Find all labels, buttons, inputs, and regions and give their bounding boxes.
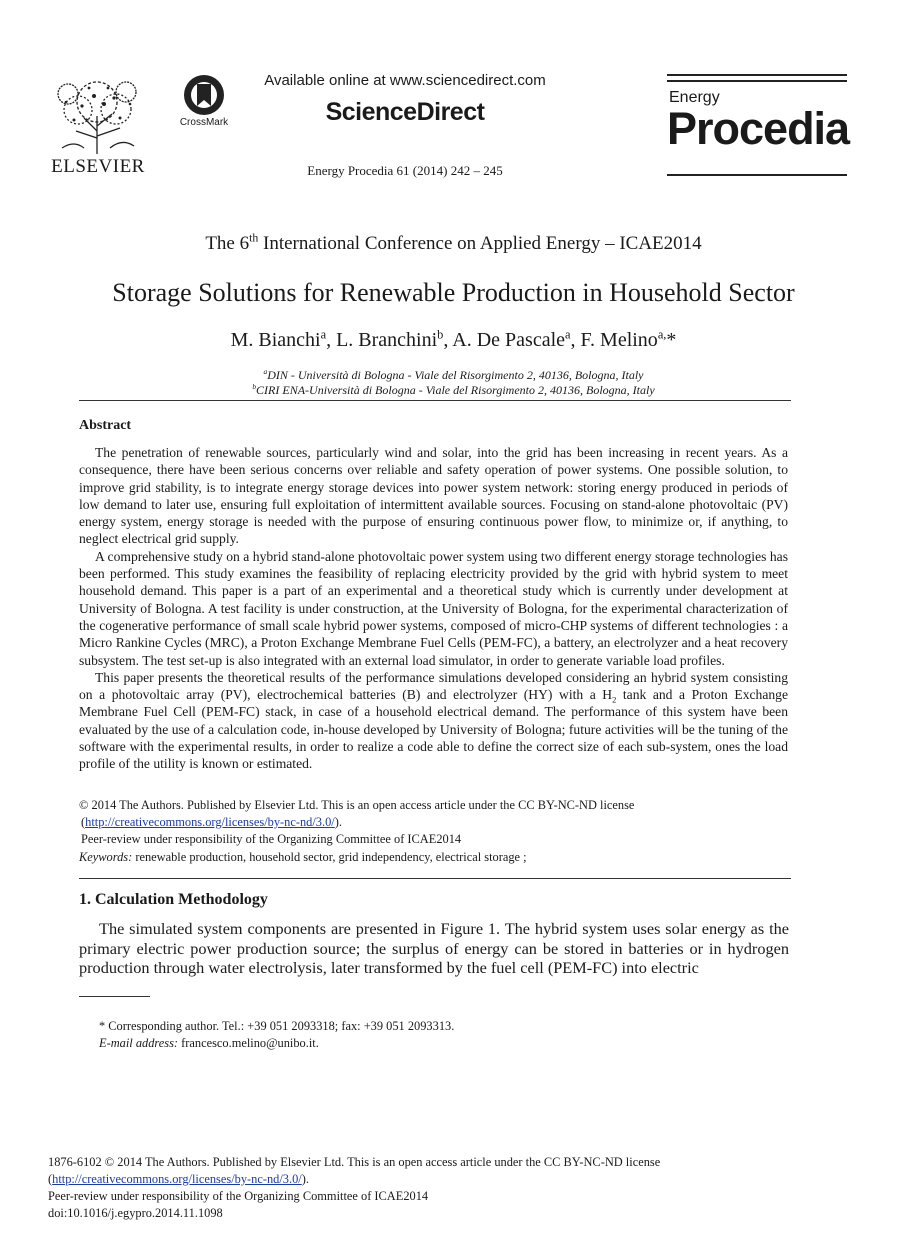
author-list: M. Bianchi$^a$, L. Branchini$^b$, A. De Pascale$^a$, F. Melino$^{a,}$* <box>230 327 677 351</box>
crossmark-icon <box>183 74 225 116</box>
logo-energy-text: Energy <box>669 89 720 106</box>
affiliation: $^a$DIN - Università di Bologna - Viale del Risorgimento 2, 40136, Bologna, Italy <box>263 367 644 382</box>
logo-rule-bottom <box>667 174 847 176</box>
footer-license-link[interactable]: http://creativecommons.org/licenses/by-nc-nd/3.0/ <box>52 1172 302 1186</box>
author: F. Melino <box>580 329 658 351</box>
affiliation: $^b$CIRI ENA-Università di Bologna - Viale del Risorgimento 2, 40136, Bologna, Italy <box>252 382 655 397</box>
paper-title: Storage Solutions for Renewable Production in Household Sector <box>112 278 795 307</box>
journal-reference: Energy Procedia 61 (2014) 242 – 245 <box>307 163 503 178</box>
crossmark-label: CrossMark <box>179 117 229 128</box>
logo-procedia-text: Procedia <box>667 103 850 154</box>
divider <box>79 878 791 879</box>
abstract-paragraph: The penetration of renewable sources, particularly wind and solar, into the grid has been increasing in recent years. As a consequence, there have been serious concerns over reliable and safety operation of power systems. One possible solution, to improve grid stability, is to integrate energy storage devices into power system network: storing energy produced in periods of low demand to later use, ensuring full exploitation of intermittent available sources. Focusing on stand-alone photovoltaic (PV) energy system, energy storage is needed with the purpose of ensuring continuous power flow, to minimize or, if anything, to neglect electrical grid supply. <box>79 445 788 547</box>
peer-review-line: Peer-review under responsibility of the Organizing Committee of ICAE2014 <box>81 832 462 846</box>
abstract-paragraph: This paper presents the theoretical results of the performance simulations developed considering an hybrid system consisting on a photovoltaic array (PV), electrochemical batteries (B) and electrolyzer (HY) with a $H_2$ tank and a Proton Exchange Membrane Fuel Cell (PEM-FC) stack, in case of a household electrical demand. The performance of this system have been evaluated by the use of a calculation code, in-house developed by University of Bologna; future activities will be the tuning of the software with the experimental results, in order to realize a code able to define the correct size of each sub-system, ones the load profile of the utility is known or estimated. <box>79 669 788 772</box>
section-heading: 1. Calculation Methodology <box>79 891 268 908</box>
abstract-paragraph: A comprehensive study on a hybrid stand-alone photovoltaic power system using two different energy storage technologies has been performed. This study examines the feasibility of replacing electricity provided by the grid with hybrid system to meet household demand. This paper is a part of an experimental and a theoretical study which is currently under development at University of Bologna. A test facility is under construction, at the University of Bologna, for the experimental characterization of the cogenerative performance of small scale hybrid power systems, composed of micro-CHP systems of different technologies : a Micro Rankine Cycles (MRC), a Proton Exchange Membrane Fuel Cells (PEM-FC), a battery, an electrolyzer and a heat recovery subsystem. The test set-up is also integrated with an external load simulator, in order to generate variable load profiles. <box>79 548 788 668</box>
publisher-name: ELSEVIER <box>51 156 145 177</box>
abstract-body <box>79 444 788 773</box>
available-online: Available online at www.sciencedirect.com <box>264 72 546 89</box>
copyright-line: © 2014 The Authors. Published by Elsevier Ltd. This is an open access article under the CC BY-NC-ND license <box>79 798 635 812</box>
license-link[interactable]: http://creativecommons.org/licenses/by-nc-nd/3.0/ <box>85 815 335 829</box>
doi[interactable]: doi:10.1016/j.egypro.2014.11.1098 <box>48 1206 223 1220</box>
logo-rule-top-2 <box>667 80 847 82</box>
footer-peer-review: Peer-review under responsibility of the Organizing Committee of ICAE2014 <box>48 1189 429 1203</box>
author: A. De Pascale <box>452 329 566 351</box>
email-line: E-mail address: francesco.melino@unibo.it. <box>99 1036 319 1050</box>
footer-copyright: 1876-6102 © 2014 The Authors. Published by Elsevier Ltd. This is an open access article under the CC BY-NC-ND license <box>48 1155 661 1169</box>
email-address[interactable]: francesco.melino@unibo.it. <box>178 1036 319 1050</box>
logo-rule-top <box>667 74 847 76</box>
section-body <box>79 919 789 978</box>
divider <box>79 400 791 401</box>
crossmark-logo[interactable] <box>176 74 232 134</box>
license-line: (http://creativecommons.org/licenses/by-nc-nd/3.0/). <box>81 815 342 829</box>
abstract-heading: Abstract <box>79 418 132 433</box>
conference-name: The 6th International Conference on Applied Energy – ICAE2014 <box>205 231 702 254</box>
elsevier-tree-icon <box>54 76 140 154</box>
footnote-rule <box>79 996 150 997</box>
author: M. Bianchi <box>230 329 321 351</box>
elsevier-logo <box>50 76 146 176</box>
footer-license: (http://creativecommons.org/licenses/by-nc-nd/3.0/). <box>48 1172 309 1186</box>
author: L. Branchini <box>336 329 438 351</box>
body-paragraph: The simulated system components are presented in Figure 1. The hybrid system uses solar energy as the primary electric power production source; the surplus of energy can be stored in batteries or in hydrogen production through water electrolysis, later transformed by the fuel cell (PEM-FC) into electric <box>79 919 789 978</box>
sciencedirect-logo[interactable]: ScienceDirect <box>325 98 485 126</box>
corresponding-author: * Corresponding author. Tel.: +39 051 2093318; fax: +39 051 2093313. <box>99 1019 455 1033</box>
energy-procedia-logo <box>667 74 850 178</box>
keywords: Keywords: renewable production, household sector, grid independency, electrical storage ; <box>79 850 527 864</box>
